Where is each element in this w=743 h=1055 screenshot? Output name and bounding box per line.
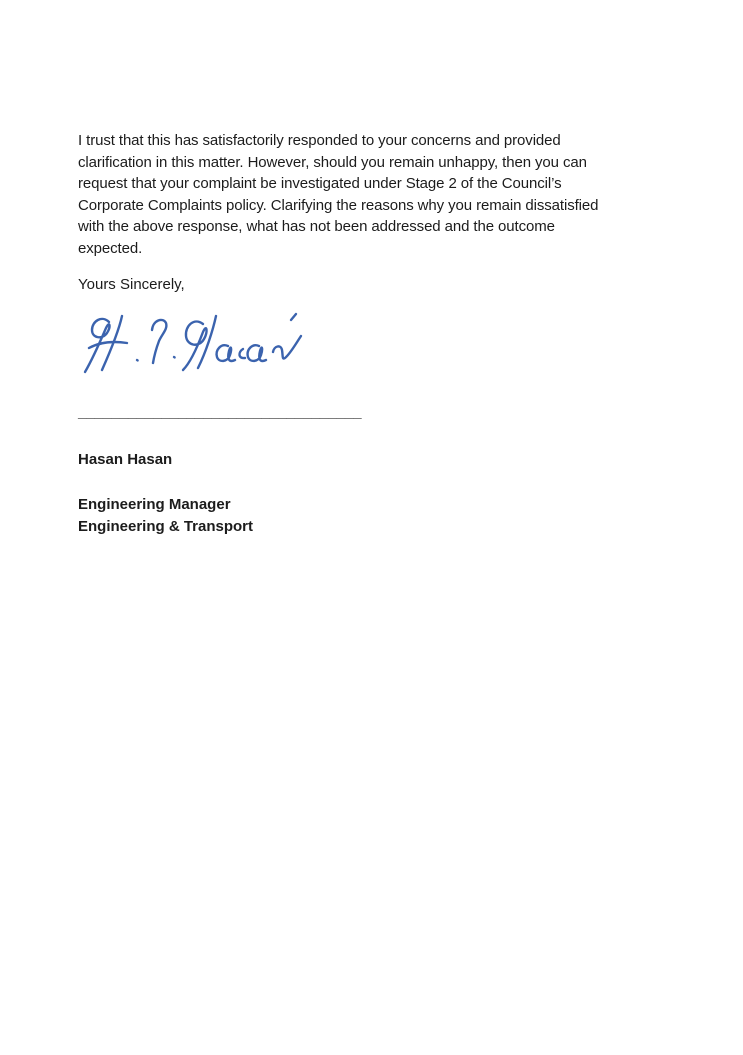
signatory-title: Engineering Manager: [78, 496, 231, 513]
signature-stroke: [152, 319, 166, 362]
paragraph-line: with the above response, what has not been addressed and the outcome: [78, 218, 555, 235]
paragraph-line: expected.: [78, 239, 143, 257]
signature-stroke: [183, 321, 207, 369]
signatory-department: Engineering & Transport: [78, 517, 254, 535]
signature-line: __________________________________: [78, 403, 362, 421]
paragraph-line: Corporate Complaints policy. Clarifying the reasons why you remain dissatisfied: [78, 196, 599, 214]
signature-stroke: [273, 336, 301, 359]
signature-stroke: [248, 345, 266, 361]
paragraph-line: request that your complaint be investigated under Stage 2 of the Council’s: [78, 175, 562, 192]
paragraph-line: I trust that this has satisfactorily responded to your concerns and provided: [78, 132, 561, 149]
signatory-name: Hasan Hasan: [78, 450, 173, 468]
letter-body: [78, 130, 678, 537]
signature-stroke: [89, 342, 127, 348]
valediction: Yours Sincerely,: [78, 276, 185, 293]
signature-stroke: [217, 345, 235, 361]
signature-stroke: [239, 349, 245, 358]
paragraph-line: clarification in this matter. However, should you remain unhappy, then you can: [78, 153, 587, 171]
signature-strokes: [85, 314, 301, 372]
signature-tick: [291, 314, 296, 320]
closing-paragraph: [78, 130, 678, 259]
signature-image: [82, 308, 314, 384]
handwritten-signature: [82, 308, 314, 384]
